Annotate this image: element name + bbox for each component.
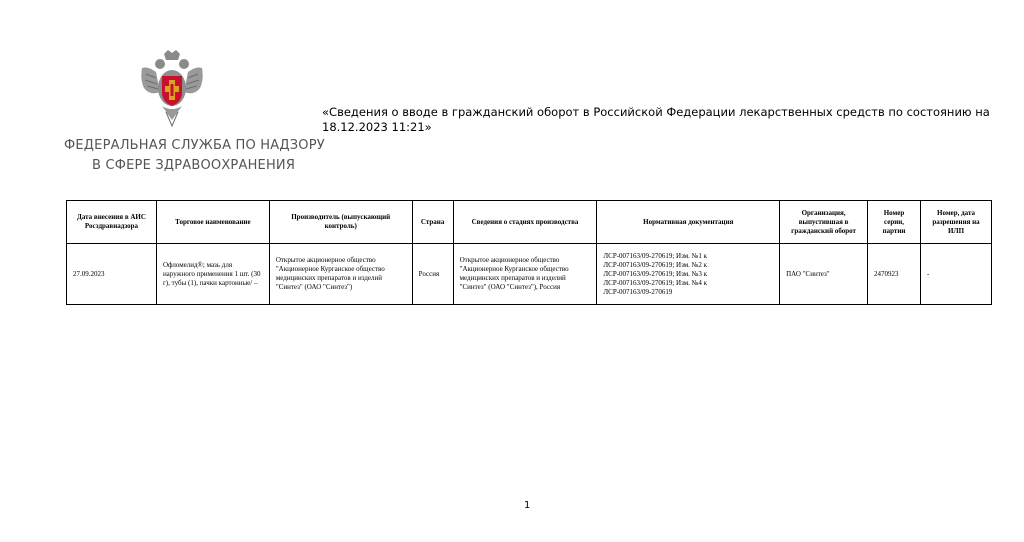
column-header-manufacturer: Производитель (выпускающий контроль) (269, 201, 412, 244)
agency-logo (60, 48, 325, 178)
document-title: «Сведения о вводе в гражданский оборот в Российской Федерации лекарственных средств по состоянию на 18.12.2023 11:21» (322, 105, 990, 134)
column-header-trade-name: Торговое наименование (156, 201, 269, 244)
column-header-stages: Сведения о стадиях производства (453, 201, 597, 244)
column-header-series: Номер серии, партии (868, 201, 921, 244)
column-header-date: Дата внесения в АИС Росздравнадзора (67, 201, 157, 244)
normative-doc-line: ЛСР-007163/09-270619; Изм. №3 к (603, 269, 707, 278)
double-headed-eagle-emblem-icon (138, 48, 206, 130)
cell-manufacturer: Открытое акционерное общество "Акционерное Курганское общество медицинских препаратов и изделий "Синтез" (ОАО "Синтез") (269, 244, 412, 305)
table-header-row (67, 201, 992, 244)
column-header-organization: Организация, выпустившая в гражданский оборот (780, 201, 868, 244)
normative-doc-line: ЛСР-007163/09-270619 (603, 287, 673, 296)
cell-trade-name: Офломелид®; мазь для наружного применения 1 шт. (30 г), тубы (1), пачки картонные/ – (156, 244, 269, 305)
normative-doc-line: ЛСР-007163/09-270619; Изм. №4 к (603, 278, 707, 287)
normative-doc-line: ЛСР-007163/09-270619; Изм. №2 к (603, 260, 707, 269)
cell-permit: - (921, 244, 992, 305)
cell-country: Россия (412, 244, 453, 305)
cell-stages: Открытое акционерное общество "Акционерное Курганское общество медицинских препаратов и изделий "Синтез" (ОАО "Синтез"), Россия (453, 244, 597, 305)
cell-normative-docs (597, 244, 780, 305)
cell-date: 27.09.2023 (67, 244, 157, 305)
page-number: 1 (524, 500, 531, 511)
column-header-country: Страна (412, 201, 453, 244)
column-header-normative-docs: Нормативная документация (597, 201, 780, 244)
column-header-permit: Номер, дата разрешения на ИЛП (921, 201, 992, 244)
agency-name-line2: В СФЕРЕ ЗДРАВООХРАНЕНИЯ (92, 158, 296, 173)
table-row (67, 244, 992, 305)
agency-name-line1: ФЕДЕРАЛЬНАЯ СЛУЖБА ПО НАДЗОРУ (64, 138, 325, 153)
drug-circulation-table (66, 200, 992, 305)
cell-organization: ПАО "Синтез" (780, 244, 868, 305)
cell-series: 2470923 (868, 244, 921, 305)
normative-doc-line: ЛСР-007163/09-270619; Изм. №1 к (603, 251, 707, 260)
